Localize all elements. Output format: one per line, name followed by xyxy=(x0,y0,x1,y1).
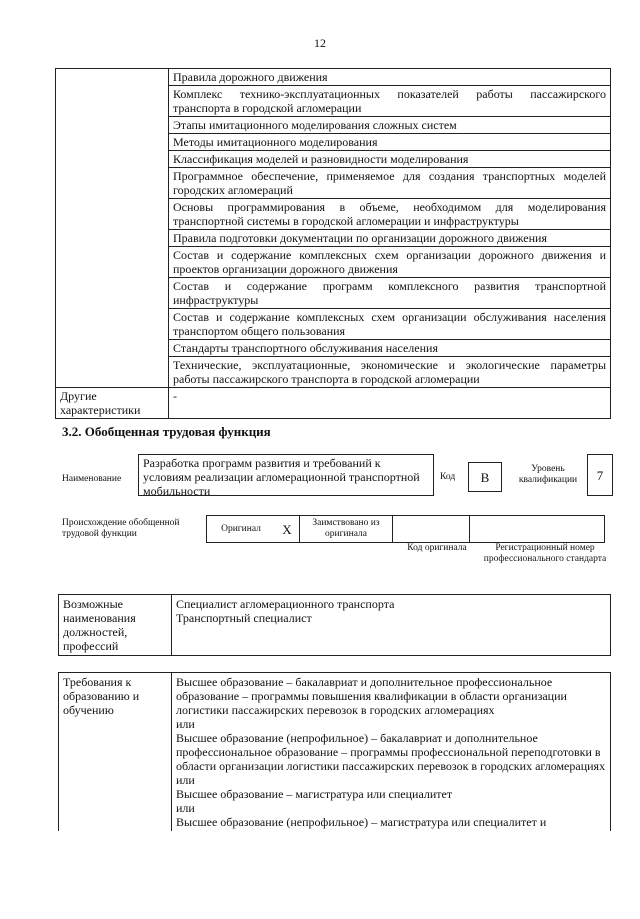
origin-label: Происхождение обобщенной трудовой функции xyxy=(62,518,180,539)
original-code-cell xyxy=(393,516,470,543)
knowledge-item: Этапы имитационного моделирования сложных систем xyxy=(169,117,611,134)
code-label: Код xyxy=(440,472,456,482)
level-label: Уровень квалификации xyxy=(518,464,578,485)
knowledge-item: Стандарты транспортного обслуживания населения xyxy=(169,340,611,357)
borrowed-label: Заимствовано из оригинала xyxy=(300,516,393,543)
education-line: Высшее образование – бакалавриат и дополнительное профессиональное образование – программы повышения квалификации в области организации логистики пассажирских перевозок в городских агломерациях xyxy=(176,675,567,717)
other-characteristics-label: Другие характеристики xyxy=(56,388,169,419)
education-line: или xyxy=(176,773,195,787)
knowledge-item: Классификация моделей и разновидности моделирования xyxy=(169,151,611,168)
knowledge-item: Комплекс технико-эксплуатационных показателей работы пассажирского транспорта в городской агломерации xyxy=(169,86,611,117)
reg-caption: Регистрационный номер профессионального стандарта xyxy=(483,543,607,564)
knowledge-item: Программное обеспечение, применяемое для создания транспортных моделей городских агломераций xyxy=(169,168,611,199)
education-line: или xyxy=(176,801,195,815)
positions-table xyxy=(58,594,611,656)
knowledge-item: Правила подготовки документации по организации дорожного движения xyxy=(169,230,611,247)
education-line: Высшее образование (непрофильное) – бакалавриат и дополнительное профессиональное образование – программы профессиональной переподготовки в области организации логистики пассажирских перевозок в городских агломерациях xyxy=(176,731,606,773)
education-values xyxy=(172,673,611,832)
original-mark: X xyxy=(275,516,300,543)
position-item: Специалист агломерационного транспорта xyxy=(176,597,395,611)
positions-values xyxy=(172,595,611,656)
education-line: Высшее образование – магистратура или специалитет xyxy=(176,787,453,801)
knowledge-item: Технические, эксплуатационные, экономические и экологические параметры работы пассажирского транспорта в городской агломерации xyxy=(169,357,611,388)
code-value: B xyxy=(468,462,502,492)
code-caption: Код оригинала xyxy=(407,543,467,553)
section-title: 3.2. Обобщенная трудовая функция xyxy=(62,424,271,439)
name-label: Наименование xyxy=(62,474,122,484)
reg-number-cell xyxy=(470,516,605,543)
positions-label: Возможные наименования должностей, профессий xyxy=(59,595,172,656)
education-line: или xyxy=(176,717,195,731)
knowledge-table xyxy=(55,68,611,419)
knowledge-item: Методы имитационного моделирования xyxy=(169,134,611,151)
knowledge-item: Правила дорожного движения xyxy=(169,69,611,86)
education-table xyxy=(58,672,611,831)
knowledge-item: Состав и содержание комплексных схем организации обслуживания населения транспортом общего пользования xyxy=(169,309,611,340)
page-number: 12 xyxy=(314,36,326,50)
level-value: 7 xyxy=(587,454,613,496)
education-line: Высшее образование (непрофильное) – магистратура или специалитет и xyxy=(176,815,547,829)
other-characteristics-value: - xyxy=(169,388,611,419)
position-item: Транспортный специалист xyxy=(176,611,312,625)
name-value: Разработка программ развития и требований к условиям реализации агломерационной транспортной мобильности xyxy=(138,454,434,496)
education-label: Требования к образованию и обучению xyxy=(59,673,172,832)
knowledge-item: Основы программирования в объеме, необходимом для моделирования транспортной системы в городской агломерации и инфраструктуры xyxy=(169,199,611,230)
original-label: Оригинал xyxy=(207,516,276,543)
origin-table xyxy=(206,515,605,543)
knowledge-item: Состав и содержание программ комплексного развития транспортной инфраструктуры xyxy=(169,278,611,309)
knowledge-item: Состав и содержание комплексных схем организации дорожного движения и проектов организации дорожного движения xyxy=(169,247,611,278)
knowledge-label-cell xyxy=(56,69,169,388)
